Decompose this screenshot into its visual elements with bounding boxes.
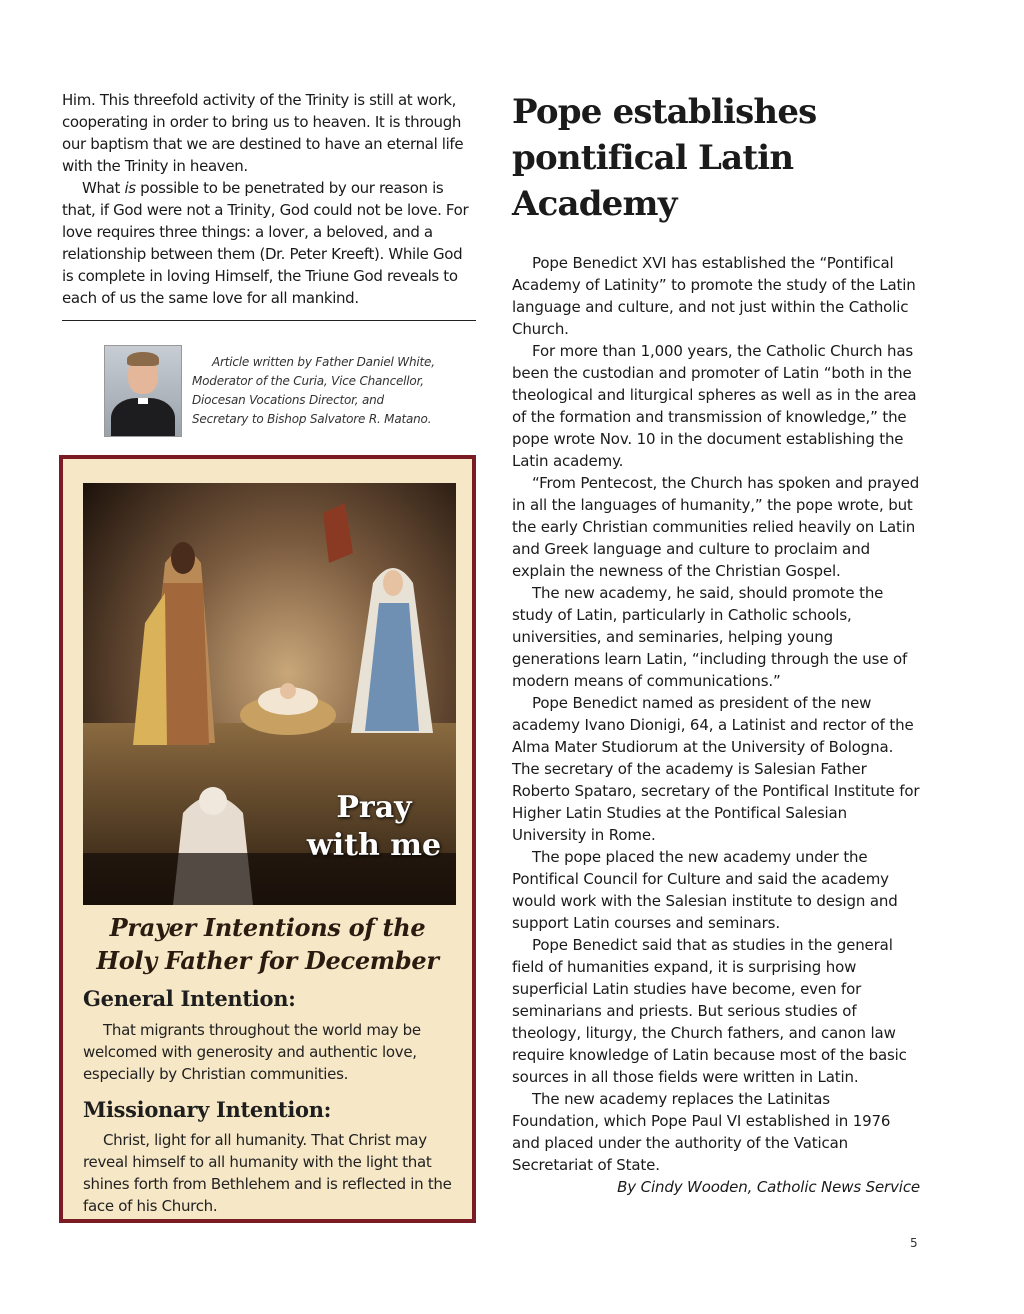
caption-line-2: with me [306,828,442,863]
article-body [512,252,920,1198]
article-paragraph: For more than 1,000 years, the Catholic Church has been the custodian and promoter of Latin “both in the theological and liturgical spheres as well as in the area of the formation and transmission of knowledge,” the pope wrote Nov. 10 in the document establishing the Latin academy. [512,342,917,470]
article-paragraph: “From Pentecost, the Church has spoken and prayed in all the languages of humanity,” the pope wrote, but the early Christian communities relied heavily on Latin and Greek language and culture to proclaim and explain the newness of the Christian Gospel. [512,474,920,580]
author-photo [104,345,182,437]
author-note: Article written by Father Daniel White, Moderator of the Curia, Vice Chancellor, Diocesan Vocations Director, and Secretary to Bishop Salvatore R. Matano. [192,355,435,426]
missionary-intention-text: Christ, light for all humanity. That Christ may reveal himself to all humanity with the light that shines forth from Bethlehem and is reflected in the face of his Church. [83,1131,452,1215]
nativity-scene-image [83,483,456,905]
paragraph-text-before: What [82,179,125,197]
article-paragraph: Pope Benedict named as president of the new academy Ivano Dionigi, 64, a Latinist and rector of the Alma Mater Studiorum at the University of Bologna. The secretary of the academy is Salesian Father Roberto Spataro, secretary of the Pontifical Institute for Higher Latin Studies at the Pontifical Salesian University in Rome. [512,694,920,844]
pray-with-me-caption [299,789,449,865]
missionary-intention-title: Missionary Intention: [83,1097,332,1122]
article-paragraph: Pope Benedict said that as studies in the general field of humanities expand, it is surprising how superficial Latin studies have become, even for seminarians and priests. But serious studies of theology, liturgy, the Church fathers, and canon law require knowledge of Latin because most of the basic sources in all those fields were written in Latin. [512,936,907,1086]
article-byline: By Cindy Wooden, Catholic News Service [617,1178,920,1196]
article-column [512,89,920,1198]
prayer-heading-line-1: Prayer Intentions of the [109,913,426,942]
article-paragraph: The pope placed the new academy under the Pontifical Council for Culture and said the academy would work with the Salesian institute to design and support Latin courses and seminars. [512,848,898,932]
general-intention-text: That migrants throughout the world may be welcomed with generosity and authentic love, especially by Christian communities. [83,1021,421,1083]
emphasis-word: is [124,179,136,197]
left-column [62,89,474,445]
paragraph-text-after: possible to be penetrated by our reason is that, if God were not a Trinity, God could not be love. For love requires three things: a lover, a beloved, and a relationship between them (Dr. Peter Kreeft). While God is complete in loving Himself, the Triune God reveals to each of us the same love for all mankind. [62,179,469,307]
prayer-intentions-box [59,455,476,1223]
section-divider [62,320,476,321]
page-number: 5 [910,1236,918,1250]
author-block [62,345,474,445]
prayer-heading [63,911,472,977]
prayer-heading-line-2: Holy Father for December [96,946,439,975]
caption-line-1: Pray [336,790,412,825]
trinity-paragraph-1: Him. This threefold activity of the Trinity is still at work, cooperating in order to bring us to heaven. It is through our baptism that we are destined to have an eternal life with the Trinity in heaven. [62,91,464,175]
article-paragraph: The new academy replaces the Latinitas Foundation, which Pope Paul VI established in 1976 and placed under the authority of the Vatican Secretariat of State. [512,1090,891,1174]
general-intention-title: General Intention: [83,986,296,1011]
headline-line-1: Pope establishes [512,92,817,132]
article-paragraph: Pope Benedict XVI has established the “Pontifical Academy of Latinity” to promote the study of the Latin language and culture, and not just within the Catholic Church. [512,254,916,338]
headline-line-2: pontifical Latin Academy [512,138,794,224]
trinity-paragraph-2 [62,177,474,309]
article-headline [512,89,920,227]
article-paragraph: The new academy, he said, should promote the study of Latin, particularly in Catholic schools, universities, and seminaries, helping young generations learn Latin, “including through the use of modern means of communications.” [512,584,908,690]
